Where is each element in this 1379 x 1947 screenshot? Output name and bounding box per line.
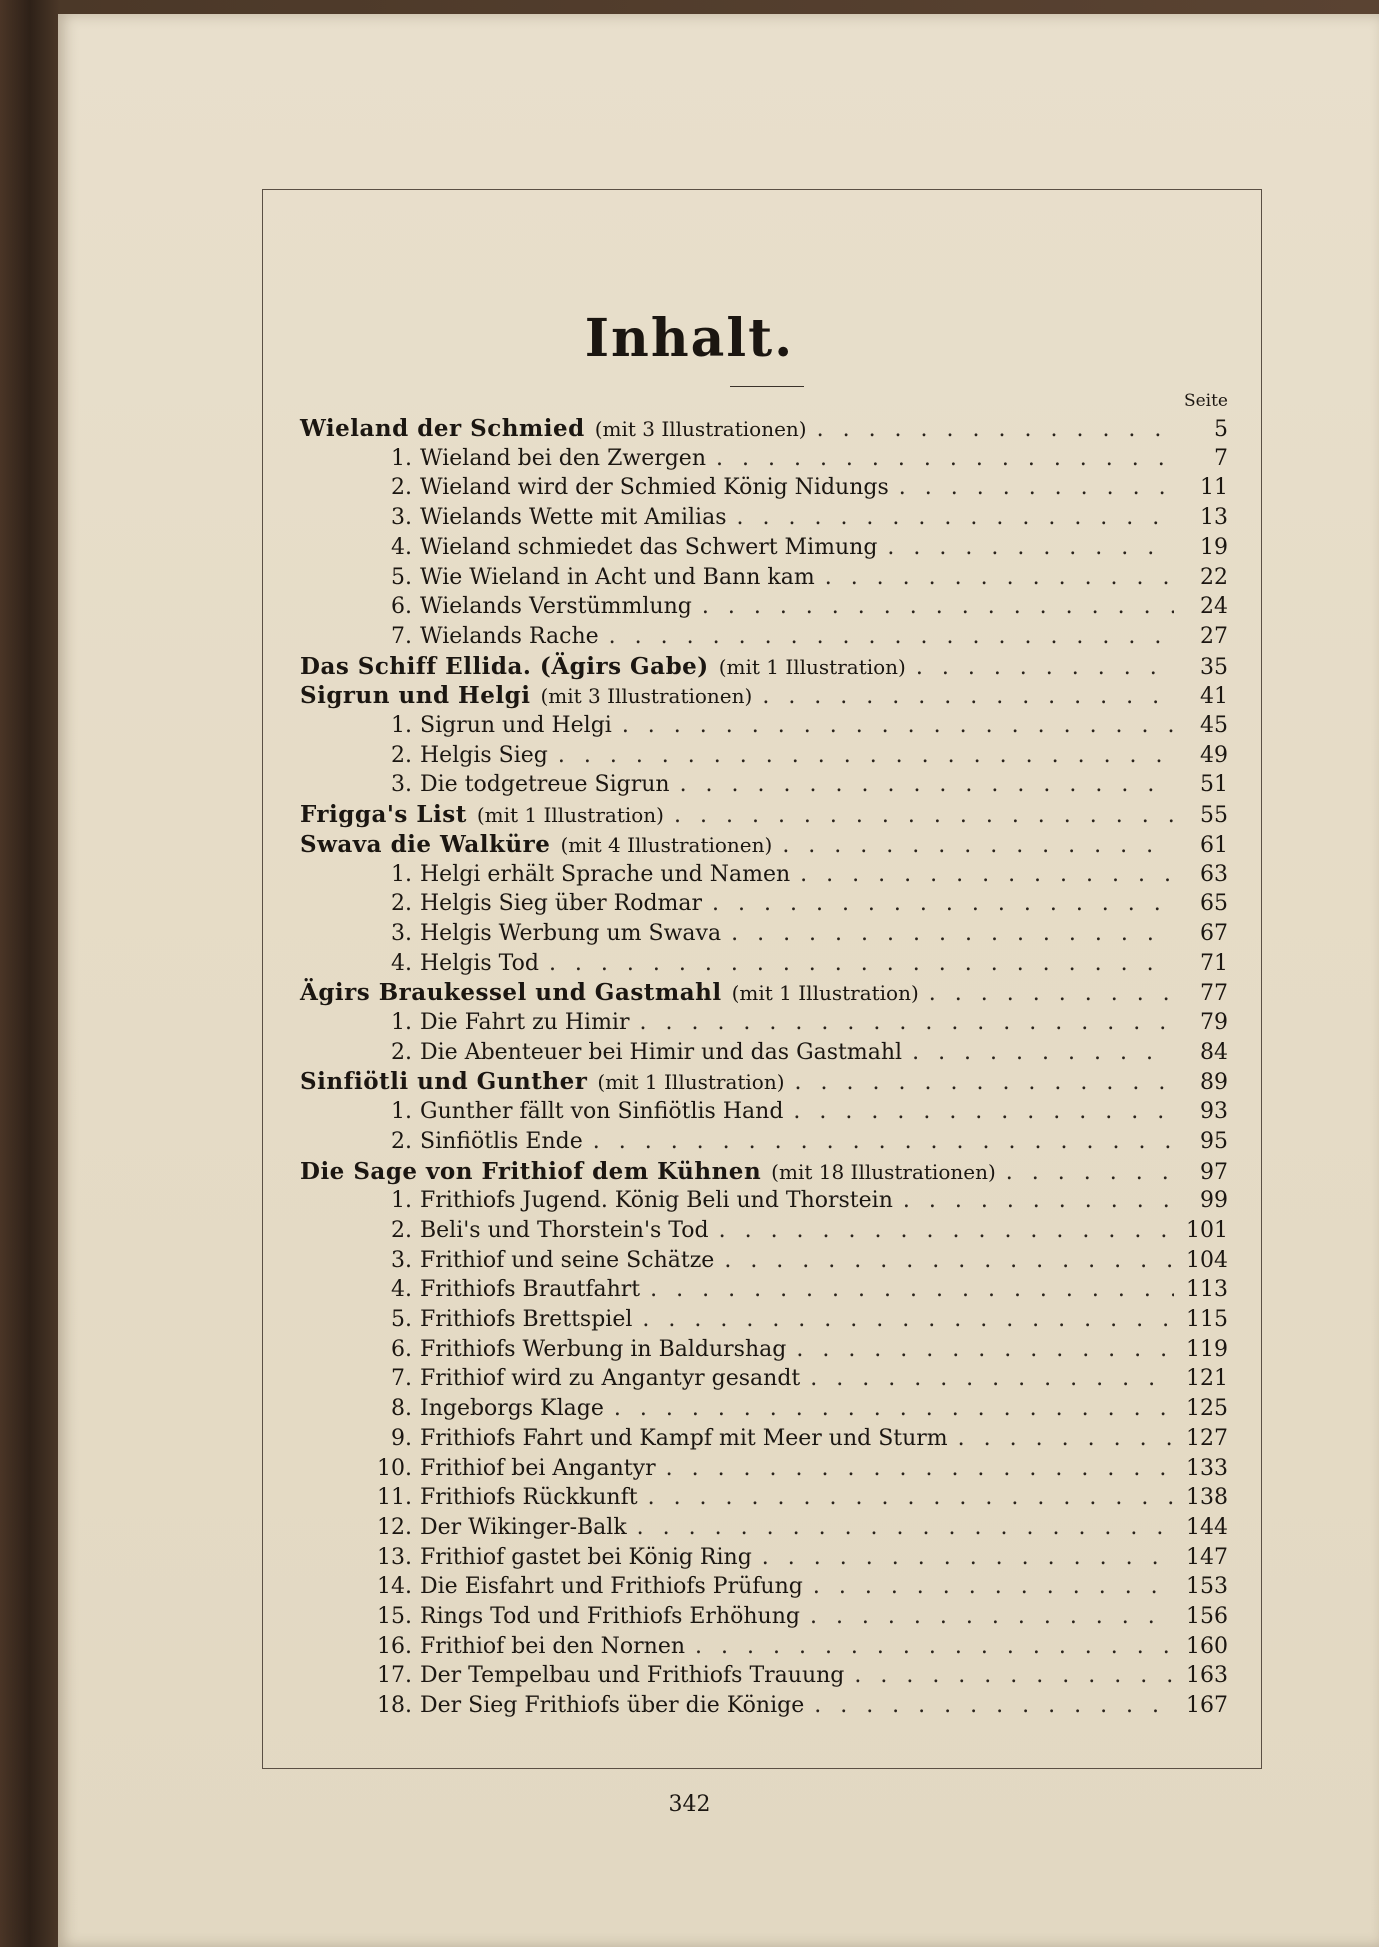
dot-leader bbox=[916, 653, 1174, 683]
dot-leader bbox=[642, 1305, 1174, 1335]
dot-leader bbox=[958, 1424, 1174, 1454]
toc-illustration-note: (mit 18 Illustrationen) bbox=[771, 1159, 996, 1184]
toc-page-number: 101 bbox=[1186, 1217, 1228, 1243]
toc-section bbox=[370, 1424, 1228, 1454]
toc-section bbox=[370, 1483, 1228, 1513]
toc-illustration-note: (mit 3 Illustrationen) bbox=[540, 684, 753, 709]
dot-leader bbox=[724, 1246, 1174, 1276]
dot-leader bbox=[719, 1216, 1174, 1246]
toc-section-title: Frithiof wird zu Angantyr gesandt bbox=[420, 1366, 801, 1392]
toc-chapter-title: Frigga's List bbox=[300, 801, 467, 829]
toc-section-title: Helgis Sieg über Rodmar bbox=[420, 891, 703, 917]
dot-leader bbox=[854, 1661, 1174, 1691]
toc-chapter-title: Das Schiff Ellida. (Ägirs Gabe) bbox=[300, 652, 709, 680]
toc-section-number: 3. bbox=[391, 772, 412, 798]
toc-page-number: 99 bbox=[1200, 1188, 1228, 1214]
dot-leader bbox=[549, 949, 1174, 979]
toc-chapter-title: Wieland der Schmied bbox=[300, 415, 585, 442]
dot-leader bbox=[666, 1454, 1174, 1484]
dot-leader bbox=[680, 770, 1174, 800]
toc-page-number: 147 bbox=[1186, 1544, 1228, 1570]
toc-section-title: Sigrun und Helgi bbox=[420, 713, 612, 738]
toc-section-title: Wieland schmiedet das Schwert Mimung bbox=[420, 534, 878, 560]
toc-page-number: 67 bbox=[1200, 920, 1228, 946]
toc-section-number: 9. bbox=[391, 1425, 412, 1451]
toc-section bbox=[370, 1602, 1228, 1632]
page-title: Inhalt. bbox=[584, 308, 795, 369]
toc-section-number: 7. bbox=[391, 623, 412, 649]
toc-section-title: Frithiofs Brautfahrt bbox=[420, 1277, 641, 1303]
toc-section bbox=[370, 622, 1228, 652]
toc-page-number: 163 bbox=[1186, 1663, 1228, 1689]
toc-section-title: Frithiof und seine Schätze bbox=[420, 1247, 715, 1273]
dot-leader bbox=[737, 503, 1175, 533]
dot-leader bbox=[1006, 1158, 1174, 1188]
toc-section-number: 11. bbox=[377, 1485, 412, 1511]
toc-page-number: 7 bbox=[1214, 445, 1228, 471]
toc-section-title: Helgis Sieg bbox=[420, 742, 548, 768]
toc-page-number: 84 bbox=[1200, 1039, 1228, 1065]
toc-section-number: 3. bbox=[391, 920, 412, 946]
toc-illustration-note: (mit 1 Illustration) bbox=[476, 803, 664, 828]
toc-section-number: 7. bbox=[391, 1366, 412, 1392]
dot-leader bbox=[810, 1602, 1174, 1632]
toc-section-title: Frithiof gastet bei König Ring bbox=[420, 1544, 752, 1570]
toc-page-number: 71 bbox=[1200, 950, 1228, 976]
toc-section-number: 2. bbox=[391, 1128, 412, 1154]
dot-leader bbox=[762, 682, 1174, 712]
toc-section-title: Die Abenteuer bei Himir und das Gastmahl bbox=[420, 1039, 903, 1065]
dot-leader bbox=[782, 831, 1174, 861]
toc-page-number: 79 bbox=[1200, 1010, 1228, 1035]
toc-section-number: 5. bbox=[391, 1307, 412, 1332]
toc-section-title: Ingeborgs Klage bbox=[420, 1396, 604, 1422]
toc-section-number: 6. bbox=[391, 1336, 412, 1362]
dot-leader bbox=[813, 1572, 1174, 1602]
toc-section bbox=[370, 1394, 1228, 1424]
toc-illustration-note: (mit 3 Illustrationen) bbox=[594, 417, 807, 441]
toc-section-number: 2. bbox=[391, 891, 412, 917]
toc-page-number: 121 bbox=[1186, 1366, 1228, 1392]
toc-section-number: 1. bbox=[391, 1188, 412, 1214]
toc-chapter-title: Ägirs Braukessel und Gastmahl bbox=[300, 979, 722, 1007]
toc-section-title: Frithiofs Fahrt und Kampf mit Meer und Sturm bbox=[420, 1425, 948, 1451]
toc-page-number: 160 bbox=[1186, 1633, 1228, 1659]
toc-section bbox=[370, 1572, 1228, 1602]
toc-page-number: 11 bbox=[1200, 475, 1228, 501]
dot-leader bbox=[793, 1097, 1174, 1127]
toc-chapter bbox=[300, 1157, 1228, 1187]
toc-page-number: 113 bbox=[1186, 1277, 1228, 1303]
toc-section-number: 17. bbox=[377, 1663, 412, 1689]
toc-section bbox=[370, 860, 1228, 890]
toc-illustration-note: (mit 1 Illustration) bbox=[718, 654, 906, 679]
toc-chapter bbox=[300, 652, 1228, 682]
toc-section-title: Wie Wieland in Acht und Bann kam bbox=[420, 564, 815, 590]
toc-section-title: Frithiof bei den Nornen bbox=[420, 1633, 686, 1659]
dot-leader bbox=[695, 1632, 1174, 1662]
toc-page-number: 125 bbox=[1186, 1396, 1228, 1422]
toc-chapter-title: Sigrun und Helgi bbox=[300, 682, 531, 710]
toc-page-number: 35 bbox=[1200, 654, 1228, 680]
toc-section-title: Der Tempelbau und Frithiofs Trauung bbox=[420, 1663, 845, 1689]
toc-section bbox=[370, 533, 1228, 563]
toc-section bbox=[370, 1691, 1228, 1721]
dot-leader bbox=[593, 1127, 1174, 1157]
toc-section-title: Wielands Wette mit Amilias bbox=[420, 505, 727, 531]
toc-page-number: 119 bbox=[1186, 1336, 1228, 1362]
dot-leader bbox=[639, 1008, 1174, 1038]
toc-section-title: Die todgetreue Sigrun bbox=[420, 772, 670, 798]
toc-page-number: 24 bbox=[1200, 594, 1228, 620]
dot-leader bbox=[622, 711, 1174, 741]
toc-section-title: Frithiofs Werbung in Baldurshag bbox=[420, 1336, 787, 1362]
toc-page-number: 49 bbox=[1200, 742, 1228, 768]
dot-leader bbox=[648, 1483, 1174, 1513]
toc-section-title: Der Sieg Frithiofs über die Könige bbox=[420, 1693, 805, 1719]
toc-section bbox=[370, 444, 1228, 474]
toc-page-number: 167 bbox=[1186, 1693, 1228, 1719]
toc-section-title: Wielands Verstümmlung bbox=[420, 594, 692, 620]
toc-page-number: 19 bbox=[1200, 534, 1228, 560]
toc-section-number: 1. bbox=[391, 1099, 412, 1125]
toc-section-title: Frithiofs Rückkunft bbox=[420, 1485, 638, 1511]
toc-page-number: 61 bbox=[1200, 832, 1228, 858]
toc-page-number: 97 bbox=[1200, 1159, 1228, 1185]
toc-page-number: 127 bbox=[1186, 1425, 1228, 1451]
toc-section-number: 2. bbox=[391, 742, 412, 768]
toc-illustration-note: (mit 4 Illustrationen) bbox=[560, 832, 773, 857]
dot-leader bbox=[929, 979, 1174, 1009]
dot-leader bbox=[810, 1364, 1174, 1394]
toc-section-number: 2. bbox=[391, 1217, 412, 1243]
toc-page-number: 115 bbox=[1186, 1307, 1228, 1332]
toc-page-number: 153 bbox=[1186, 1574, 1228, 1600]
dot-leader bbox=[912, 1038, 1174, 1068]
toc-section-title: Helgi erhält Sprache und Namen bbox=[420, 861, 791, 887]
toc-section bbox=[370, 1186, 1228, 1216]
toc-page-number: 55 bbox=[1200, 803, 1228, 829]
toc-section bbox=[370, 770, 1228, 800]
toc-chapter bbox=[300, 1067, 1228, 1097]
dot-leader bbox=[825, 563, 1174, 593]
toc-section-number: 13. bbox=[377, 1544, 412, 1570]
toc-page-number: 156 bbox=[1186, 1604, 1228, 1629]
toc-section bbox=[370, 949, 1228, 979]
toc-page-number: 5 bbox=[1214, 417, 1228, 442]
toc-chapter bbox=[300, 414, 1228, 444]
toc-section-number: 4. bbox=[391, 950, 412, 976]
dot-leader bbox=[609, 622, 1174, 652]
toc-section-title: Beli's und Thorstein's Tod bbox=[420, 1217, 709, 1243]
toc-section bbox=[370, 1661, 1228, 1691]
toc-page-number: 51 bbox=[1200, 772, 1228, 798]
toc-section bbox=[370, 1305, 1228, 1335]
toc-section-number: 1. bbox=[391, 1010, 412, 1035]
title-rule bbox=[730, 386, 804, 387]
toc-section-title: Die Eisfahrt und Frithiofs Prüfung bbox=[420, 1574, 803, 1600]
toc-page-number: 22 bbox=[1200, 564, 1228, 590]
dot-leader bbox=[887, 533, 1174, 563]
dot-leader bbox=[702, 592, 1174, 622]
toc-section bbox=[370, 1335, 1228, 1365]
toc-section-number: 2. bbox=[391, 475, 412, 501]
toc-section-title: Helgis Tod bbox=[420, 950, 539, 976]
dot-leader bbox=[674, 801, 1174, 831]
toc-chapter bbox=[300, 830, 1228, 860]
dot-leader bbox=[614, 1394, 1174, 1424]
toc-section-title: Die Fahrt zu Himir bbox=[420, 1010, 630, 1035]
toc-section bbox=[370, 1097, 1228, 1127]
toc-section-number: 18. bbox=[377, 1693, 412, 1719]
toc-section bbox=[370, 503, 1228, 533]
dot-leader bbox=[814, 1691, 1174, 1721]
toc-page-number: 93 bbox=[1200, 1099, 1228, 1125]
toc-page-number: 95 bbox=[1200, 1128, 1228, 1154]
toc-page-number: 45 bbox=[1200, 713, 1228, 738]
toc-section-title: Wieland wird der Schmied König Nidungs bbox=[420, 475, 889, 501]
toc-section-title: Frithiof bei Angantyr bbox=[420, 1455, 656, 1481]
toc-section-number: 10. bbox=[377, 1455, 412, 1481]
toc-section bbox=[370, 919, 1228, 949]
dot-leader bbox=[817, 415, 1174, 445]
dot-leader bbox=[899, 473, 1174, 503]
toc-section-title: Wieland bei den Zwergen bbox=[420, 445, 706, 471]
dot-leader bbox=[558, 741, 1174, 771]
toc-section-title: Frithiofs Brettspiel bbox=[420, 1307, 633, 1332]
page-number: 342 bbox=[668, 1792, 711, 1817]
toc-section-title: Frithiofs Jugend. König Beli und Thorstein bbox=[420, 1188, 893, 1214]
toc-page-number: 13 bbox=[1200, 505, 1228, 531]
toc-illustration-note: (mit 1 Illustration) bbox=[731, 981, 919, 1006]
dot-leader bbox=[650, 1275, 1174, 1305]
dot-leader bbox=[800, 860, 1174, 890]
toc-section-number: 8. bbox=[391, 1396, 412, 1422]
toc-section-number: 1. bbox=[391, 713, 412, 738]
toc-page-number: 63 bbox=[1200, 861, 1228, 887]
toc-section-title: Der Wikinger-Balk bbox=[420, 1514, 627, 1540]
toc-page-number: 27 bbox=[1200, 623, 1228, 649]
toc-page-number: 144 bbox=[1186, 1514, 1228, 1540]
toc-chapter bbox=[300, 978, 1228, 1008]
toc-section-number: 1. bbox=[391, 861, 412, 887]
toc-section bbox=[370, 1008, 1228, 1038]
toc-section bbox=[370, 711, 1228, 741]
toc-chapter bbox=[300, 681, 1228, 711]
toc-section-number: 5. bbox=[391, 564, 412, 590]
dot-leader bbox=[731, 919, 1174, 949]
toc-section bbox=[370, 741, 1228, 771]
toc-section bbox=[370, 1216, 1228, 1246]
dot-leader bbox=[903, 1186, 1174, 1216]
toc-page-number: 104 bbox=[1186, 1247, 1228, 1273]
toc-section-title: Wielands Rache bbox=[420, 623, 599, 649]
toc-chapter-title: Die Sage von Frithiof dem Kühnen bbox=[300, 1157, 762, 1185]
toc-chapter bbox=[300, 800, 1228, 830]
toc-section bbox=[370, 563, 1228, 593]
toc-section bbox=[370, 1513, 1228, 1543]
dot-leader bbox=[716, 444, 1174, 474]
page-column-label: Seite bbox=[1183, 391, 1228, 411]
toc-section-number: 16. bbox=[377, 1633, 412, 1659]
toc-page-number: 41 bbox=[1200, 684, 1228, 710]
toc-section-number: 1. bbox=[391, 445, 412, 471]
toc-section-title: Gunther fällt von Sinfiötlis Hand bbox=[420, 1099, 784, 1125]
toc-section bbox=[370, 1246, 1228, 1276]
toc-section bbox=[370, 1275, 1228, 1305]
toc-section bbox=[370, 1543, 1228, 1573]
dot-leader bbox=[796, 1335, 1174, 1365]
toc-section-number: 14. bbox=[377, 1574, 412, 1600]
toc-section-number: 4. bbox=[391, 1277, 412, 1303]
toc-section-number: 15. bbox=[377, 1604, 412, 1629]
toc-section bbox=[370, 1454, 1228, 1484]
toc-section bbox=[370, 592, 1228, 622]
toc-page-number: 138 bbox=[1186, 1485, 1228, 1511]
dot-leader bbox=[712, 889, 1174, 919]
toc-section bbox=[370, 1364, 1228, 1394]
toc-page-number: 133 bbox=[1186, 1455, 1228, 1481]
toc-section-title: Sinfiötlis Ende bbox=[420, 1128, 583, 1154]
dot-leader bbox=[637, 1513, 1174, 1543]
toc-section-number: 6. bbox=[391, 594, 412, 620]
toc-page-number: 89 bbox=[1200, 1070, 1228, 1096]
toc-chapter-title: Swava die Walküre bbox=[300, 830, 551, 858]
toc-section-number: 4. bbox=[391, 534, 412, 560]
toc-section bbox=[370, 1038, 1228, 1068]
toc-section bbox=[370, 1127, 1228, 1157]
toc-section bbox=[370, 473, 1228, 503]
toc-section bbox=[370, 1632, 1228, 1662]
dot-leader bbox=[795, 1068, 1174, 1098]
toc-section-number: 2. bbox=[391, 1039, 412, 1065]
toc-section-title: Helgis Werbung um Swava bbox=[420, 920, 722, 946]
toc-chapter-title: Sinfiötli und Gunther bbox=[300, 1068, 588, 1096]
toc-section-number: 3. bbox=[391, 1247, 412, 1273]
toc-page-number: 65 bbox=[1200, 891, 1228, 917]
toc-section-number: 12. bbox=[377, 1514, 412, 1540]
toc-section-title: Rings Tod und Frithiofs Erhöhung bbox=[420, 1604, 800, 1629]
toc-section bbox=[370, 889, 1228, 919]
toc-illustration-note: (mit 1 Illustration) bbox=[597, 1070, 785, 1095]
dot-leader bbox=[762, 1543, 1174, 1573]
toc-page-number: 77 bbox=[1200, 981, 1228, 1007]
toc-section-number: 3. bbox=[391, 505, 412, 531]
